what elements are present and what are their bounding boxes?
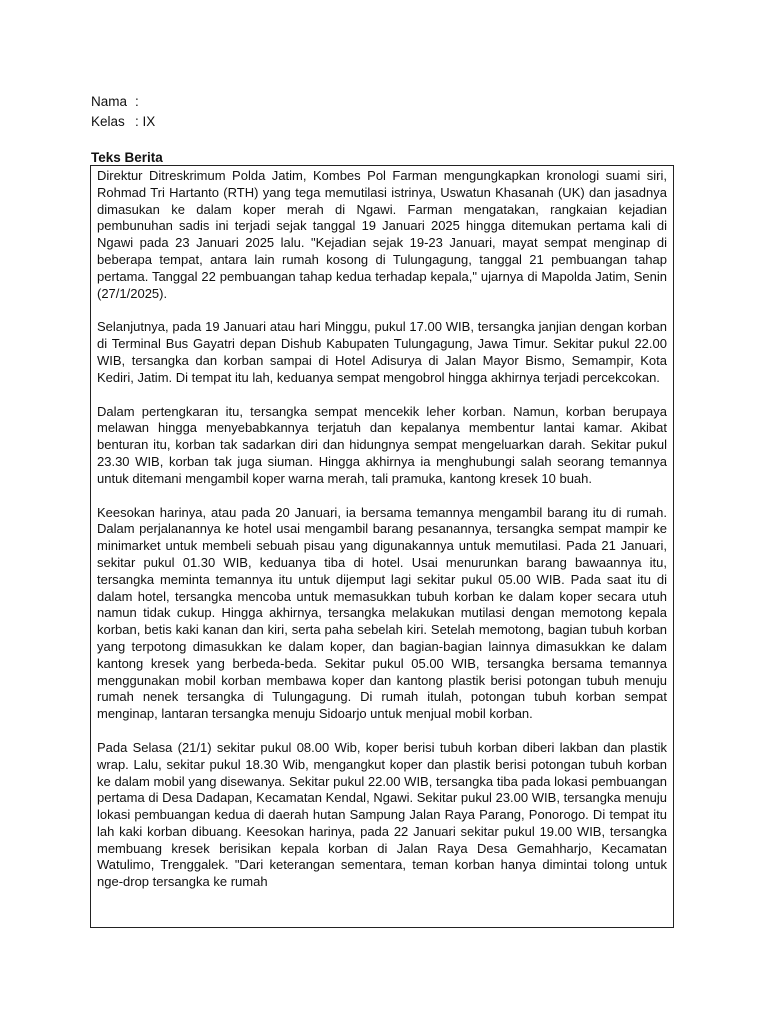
name-value: : [135,94,139,109]
news-paragraph-1: Direktur Ditreskrimum Polda Jatim, Kombes Pol Farman mengungkapkan kronologi suami siri, Rohmad Tri Hartanto (RTH) yang tega memutilasi istrinya, Uswatun Khasanah (UK) dan jasadnya dimasukan ke dalam koper merah di Ngawi. Farman mengatakan, rangkaian kejadian pembunuhan sadis ini terjadi sejak tanggal 19 Januari 2025 hingga ditemukan pertama kali di Ngawi pada 23 Januari 2025 lalu. "Kejadian sejak 19-23 Januari, mayat sempat menginap di beberapa tempat, antara lain rumah kosong di Tulungagung, tanggal 21 pembuangan tahap pertama. Tanggal 22 pembuangan tahap kedua terhadap kepala," ujarnya di Mapolda Jatim, Senin (27/1/2025). [97,168,667,301]
news-paragraph-2: Selanjutnya, pada 19 Januari atau hari Minggu, pukul 17.00 WIB, tersangka janjian dengan korban di Terminal Bus Gayatri depan Dishub Kabupaten Tulungagung, Jawa Timur. Sekitar pukul 22.00 WIB, tersangka dan korban sampai di Hotel Adisurya di Jalan Mayor Bismo, Semampir, Kota Kediri, Jatim. Di tempat itu lah, keduanya sempat mengobrol hingga akhirnya terjadi percekcokan. [97,319,667,385]
news-text-box [90,165,674,928]
news-paragraph-3: Dalam pertengkaran itu, tersangka sempat mencekik leher korban. Namun, korban berupaya melawan hingga menyebabkannya terjatuh dan kepalanya membentur lantai kamar. Akibat benturan itu, korban tak sadarkan diri dan hidungnya sempat mengeluarkan darah. Sekitar pukul 23.30 WIB, korban tak juga siuman. Hingga akhirnya ia menghubungi salah seorang temannya untuk ditemani mengambil koper warna merah, tali pramuka, kantong kresek 10 buah. [97,403,667,486]
class-value: : IX [135,114,156,129]
section-title: Teks Berita [91,150,163,165]
student-info [91,92,155,132]
name-row [91,92,155,112]
news-paragraph-5: Pada Selasa (21/1) sekitar pukul 08.00 Wib, koper berisi tubuh korban diberi lakban dan plastik wrap. Lalu, sekitar pukul 18.30 Wib, mengangkut koper dan plastik berisi potongan tubuh korban ke dalam mobil yang disewanya. Sekitar pukul 22.00 WIB, tersangka tiba pada lokasi pembuangan pertama di Desa Dadapan, Kecamatan Kendal, Ngawi. Sekitar pukul 23.00 WIB, tersangka menuju lokasi pembuangan kedua di daerah hutan Sampung Jalan Raya Parang, Ponorogo. Di tempat itu lah kaki korban dibuang. Keesokan harinya, pada 22 Januari sekitar pukul 19.00 WIB, tersangka membuang kresek berisikan kepala korban di Jalan Raya Desa Gemahharjo, Kecamatan Watulimo, Trenggalek. "Dari keterangan sementara, teman korban hanya dimintai tolong untuk nge-drop tersangka ke rumah [97,739,667,890]
class-label: Kelas [91,114,125,129]
class-row [91,112,155,132]
name-label: Nama [91,94,128,109]
news-paragraph-4: Keesokan harinya, atau pada 20 Januari, ia bersama temannya mengambil barang itu di rumah. Dalam perjalanannya ke hotel usai mengambil barang pesanannya, tersangka sempat mampir ke minimarket untuk membeli sebuah pisau yang digunakannya untuk memutilasi. Pada 21 Januari, sekitar pukul 01.30 WIB, keduanya tiba di hotel. Usai menurunkan barang bawaannya itu, tersangka meminta temannya itu untuk dijemput lagi sekitar pukul 05.00 WIB. Pada saat itu di dalam hotel, tersangka mencoba untuk memasukkan tubuh korban ke dalam koper secara utuh namun tidak cukup. Hingga akhirnya, tersangka melakukan mutilasi dengan memotong kepala korban, betis kaki kanan dan kiri, serta paha sebelah kiri. Setelah memotong, bagian tubuh korban yang terpotong dimasukkan ke dalam koper, dan bagian-bagian lainnya dimasukkan ke dalam kantong kresek yang berbeda-beda. Sekitar pukul 05.00 WIB, tersangka bersama temannya menggunakan mobil korban membawa koper dan kantong plastik berisi potongan tubuh menuju rumah nenek tersangka di Tulungagung. Di rumah itulah, potongan tubuh korban sempat menginap, lantaran tersangka menuju Sidoarjo untuk menjual mobil korban. [97,504,667,722]
